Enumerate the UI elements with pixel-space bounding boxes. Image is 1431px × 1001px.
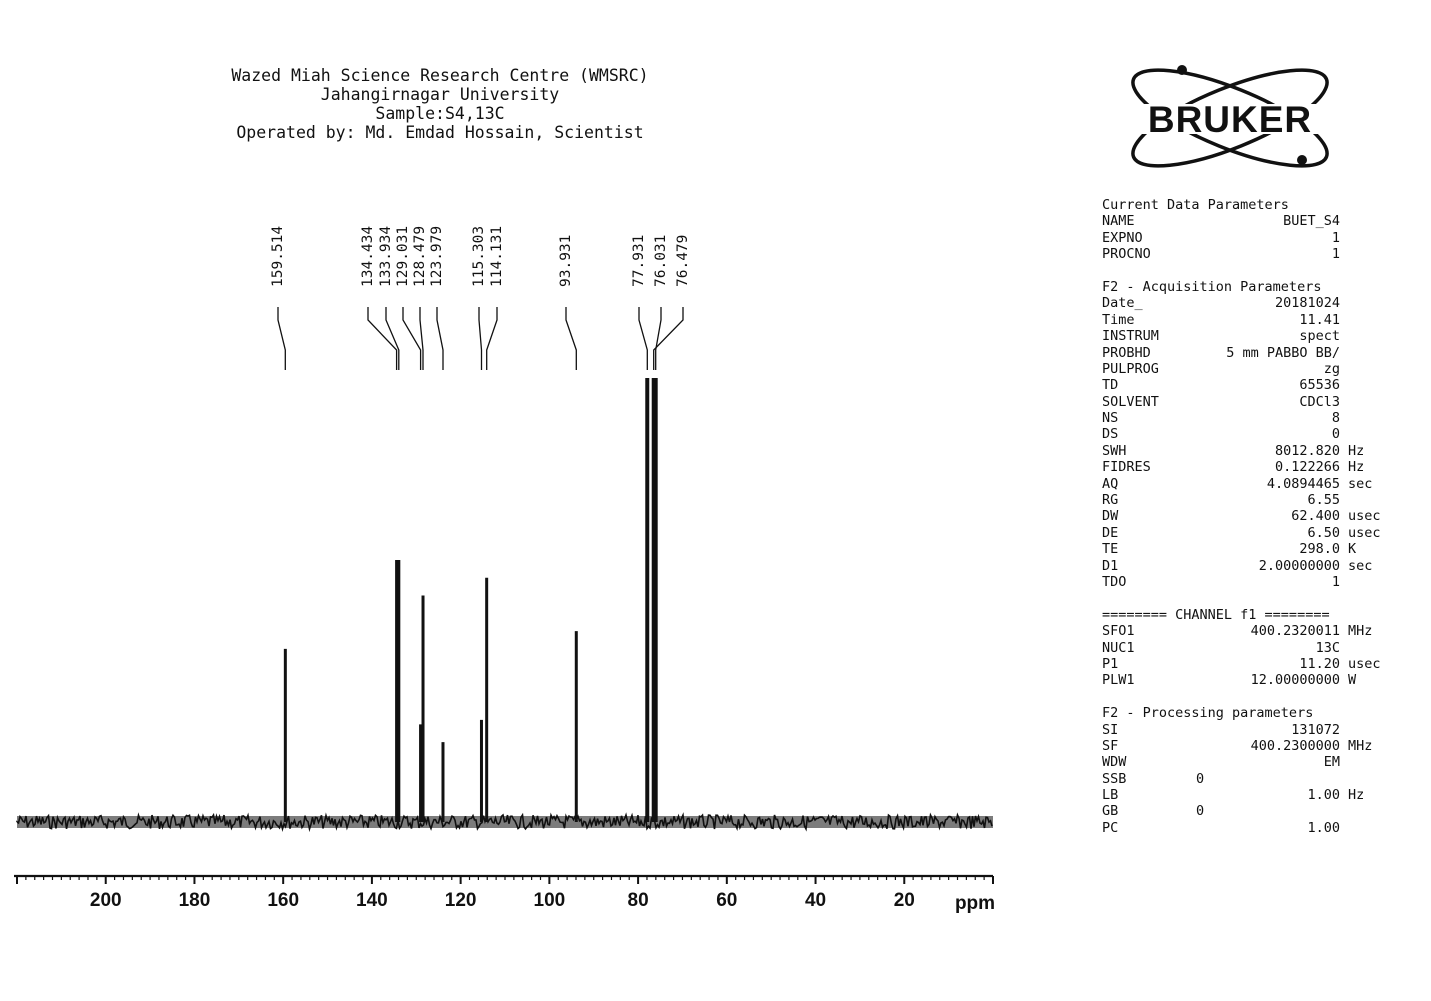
param-value: 8012.820 xyxy=(1274,442,1340,459)
param-name: DE xyxy=(1102,524,1119,541)
param-row xyxy=(1102,722,1402,738)
x-tick-label: 160 xyxy=(267,890,300,911)
param-name: PROCNO xyxy=(1102,246,1151,263)
param-value: 131072 xyxy=(1291,721,1340,738)
channel-params-title: ======== CHANNEL f1 ======== xyxy=(1102,606,1330,623)
param-value: 11.20 xyxy=(1299,655,1340,672)
param-value: 400.2300000 xyxy=(1250,737,1340,754)
param-unit: MHz xyxy=(1348,737,1373,754)
param-name: NS xyxy=(1102,410,1119,427)
peak-connector xyxy=(437,307,443,370)
param-name: GB xyxy=(1102,803,1119,820)
param-name: DS xyxy=(1102,426,1119,443)
param-name: Time xyxy=(1102,311,1135,328)
param-value: spect xyxy=(1299,328,1340,345)
param-unit: sec xyxy=(1348,475,1373,492)
peak-labels xyxy=(270,226,691,287)
peak-connector xyxy=(656,307,661,370)
param-name: LB xyxy=(1102,787,1119,804)
parameter-panel xyxy=(1102,197,1402,836)
param-name: SF xyxy=(1102,737,1119,754)
processing-params-list xyxy=(1102,722,1402,837)
param-unit: usec xyxy=(1348,655,1381,672)
x-tick-label: 40 xyxy=(804,890,827,911)
param-name: NUC1 xyxy=(1102,639,1135,656)
processing-params-title: F2 - Processing parameters xyxy=(1102,705,1314,722)
x-tick-label: 100 xyxy=(533,890,566,911)
param-row xyxy=(1102,361,1402,377)
x-tick-label: 120 xyxy=(444,890,477,911)
param-unit: W xyxy=(1348,672,1357,689)
param-row xyxy=(1102,820,1402,836)
param-unit: Hz xyxy=(1348,459,1365,476)
param-value: 0.122266 xyxy=(1274,459,1340,476)
channel-params-list xyxy=(1102,623,1402,689)
param-name: FIDRES xyxy=(1102,459,1151,476)
param-value: 1.00 xyxy=(1307,787,1340,804)
x-tick-label: 140 xyxy=(356,890,388,911)
param-row xyxy=(1102,771,1402,787)
param-value: 62.400 xyxy=(1291,508,1340,525)
param-name: PC xyxy=(1102,819,1119,836)
param-name: INSTRUM xyxy=(1102,328,1159,345)
peak-lines xyxy=(285,378,655,822)
x-tick-label: 200 xyxy=(89,890,122,911)
param-name: Date_ xyxy=(1102,295,1143,312)
param-value: zg xyxy=(1323,360,1340,377)
param-value: 13C xyxy=(1315,639,1340,656)
acquisition-params-title: F2 - Acquisition Parameters xyxy=(1102,278,1322,295)
param-value: 0 xyxy=(1196,803,1205,820)
param-row xyxy=(1102,803,1402,819)
param-value: 298.0 xyxy=(1299,541,1340,558)
sample-name: Sample:S4,13C xyxy=(375,104,505,123)
param-name: SI xyxy=(1102,721,1119,738)
peak-label-connectors xyxy=(278,307,683,370)
peak-label: 133.934 xyxy=(378,225,394,287)
param-name: SOLVENT xyxy=(1102,393,1159,410)
param-row xyxy=(1102,426,1402,442)
param-value: 0 xyxy=(1331,426,1340,443)
peak-label: 77.931 xyxy=(631,234,647,287)
param-name: D1 xyxy=(1102,557,1119,574)
param-row xyxy=(1102,492,1402,508)
param-unit: Hz xyxy=(1348,787,1365,804)
param-unit: Hz xyxy=(1348,442,1365,459)
param-row xyxy=(1102,459,1402,475)
param-name: SSB xyxy=(1102,770,1127,787)
param-value: CDCl3 xyxy=(1299,393,1340,410)
peak-connector xyxy=(278,307,285,370)
param-row xyxy=(1102,754,1402,770)
param-row xyxy=(1102,558,1402,574)
x-axis xyxy=(14,876,993,911)
param-name: SFO1 xyxy=(1102,623,1135,640)
param-value: 4.0894465 xyxy=(1266,475,1340,492)
param-value: 2.00000000 xyxy=(1258,557,1340,574)
param-value: 5 mm PABBO BB/ xyxy=(1226,344,1340,361)
param-value: 400.2320011 xyxy=(1250,623,1340,640)
param-row xyxy=(1102,476,1402,492)
param-row xyxy=(1102,787,1402,803)
param-name: PROBHD xyxy=(1102,344,1151,361)
param-row xyxy=(1102,640,1402,656)
param-unit: MHz xyxy=(1348,623,1373,640)
param-row xyxy=(1102,525,1402,541)
param-row xyxy=(1102,394,1402,410)
param-name: NAME xyxy=(1102,213,1135,230)
peak-connector xyxy=(639,307,647,370)
x-tick-label: 20 xyxy=(893,890,915,911)
param-value: 1.00 xyxy=(1307,819,1340,836)
acquisition-params-list xyxy=(1102,295,1402,590)
peak-connector xyxy=(566,307,576,370)
param-row xyxy=(1102,377,1402,393)
param-unit: K xyxy=(1348,541,1357,558)
param-name: EXPNO xyxy=(1102,229,1143,246)
peak-label: 159.514 xyxy=(270,225,286,287)
param-row xyxy=(1102,672,1402,688)
param-row xyxy=(1102,508,1402,524)
param-value: 0 xyxy=(1196,770,1205,787)
param-row xyxy=(1102,574,1402,590)
param-value: 11.41 xyxy=(1299,311,1340,328)
param-row xyxy=(1102,656,1402,672)
param-value: 6.50 xyxy=(1307,524,1340,541)
param-value: 1 xyxy=(1331,229,1340,246)
x-axis-label: ppm xyxy=(954,893,996,914)
param-row xyxy=(1102,623,1402,639)
param-name: SWH xyxy=(1102,442,1127,459)
param-name: PLW1 xyxy=(1102,672,1135,689)
param-row xyxy=(1102,230,1402,246)
university-name: Jahangirnagar University xyxy=(320,85,560,104)
x-tick-label: 60 xyxy=(716,890,738,911)
param-value: 20181024 xyxy=(1274,295,1340,312)
param-name: PULPROG xyxy=(1102,360,1159,377)
current-params-list xyxy=(1102,213,1402,262)
param-name: DW xyxy=(1102,508,1119,525)
peak-label: 76.031 xyxy=(653,234,669,287)
peak-label: 134.434 xyxy=(360,225,376,287)
peak-connector xyxy=(479,307,482,370)
param-row xyxy=(1102,312,1402,328)
param-value: 1 xyxy=(1331,573,1340,590)
peak-connector xyxy=(368,307,397,370)
atom-orbit-logo-icon xyxy=(1100,60,1360,180)
param-row xyxy=(1102,246,1402,262)
peak-label: 114.131 xyxy=(489,225,505,287)
peak-label: 93.931 xyxy=(558,234,574,287)
peak-label: 129.031 xyxy=(395,225,411,287)
peak-connector xyxy=(403,307,421,370)
param-row xyxy=(1102,410,1402,426)
param-name: TE xyxy=(1102,541,1119,558)
param-row xyxy=(1102,345,1402,361)
param-value: 8 xyxy=(1331,410,1340,427)
param-name: RG xyxy=(1102,492,1119,509)
param-unit: usec xyxy=(1348,508,1381,525)
param-value: BUET_S4 xyxy=(1283,213,1340,230)
current-params-title: Current Data Parameters xyxy=(1102,197,1289,213)
param-name: TD xyxy=(1102,377,1119,394)
param-row xyxy=(1102,738,1402,754)
param-row xyxy=(1102,295,1402,311)
param-value: EM xyxy=(1323,754,1340,771)
peak-connector xyxy=(487,307,497,370)
param-value: 6.55 xyxy=(1307,492,1340,509)
param-row xyxy=(1102,213,1402,229)
param-value: 12.00000000 xyxy=(1250,672,1340,689)
operator-name: Operated by: Md. Emdad Hossain, Scientist xyxy=(236,123,644,142)
peak-label: 128.479 xyxy=(412,225,428,287)
baseline-band xyxy=(17,816,993,828)
param-unit: sec xyxy=(1348,557,1373,574)
param-value: 65536 xyxy=(1299,377,1340,394)
param-name: P1 xyxy=(1102,655,1119,672)
baseline-noise xyxy=(17,815,993,829)
param-name: WDW xyxy=(1102,754,1127,771)
bruker-logo xyxy=(1100,60,1360,180)
x-tick-label: 80 xyxy=(627,890,649,911)
lab-name: Wazed Miah Science Research Centre (WMSRC) xyxy=(231,66,649,85)
param-row xyxy=(1102,328,1402,344)
param-row xyxy=(1102,541,1402,557)
param-name: TDO xyxy=(1102,573,1127,590)
param-row xyxy=(1102,443,1402,459)
param-value: 1 xyxy=(1331,246,1340,263)
x-tick-label: 180 xyxy=(178,890,211,911)
param-name: AQ xyxy=(1102,475,1119,492)
peak-label: 76.479 xyxy=(675,234,691,287)
peak-label: 123.979 xyxy=(429,225,445,287)
param-unit: usec xyxy=(1348,524,1381,541)
bruker-wordmark: BRUKER xyxy=(1147,99,1313,140)
peak-label: 115.303 xyxy=(471,225,487,287)
